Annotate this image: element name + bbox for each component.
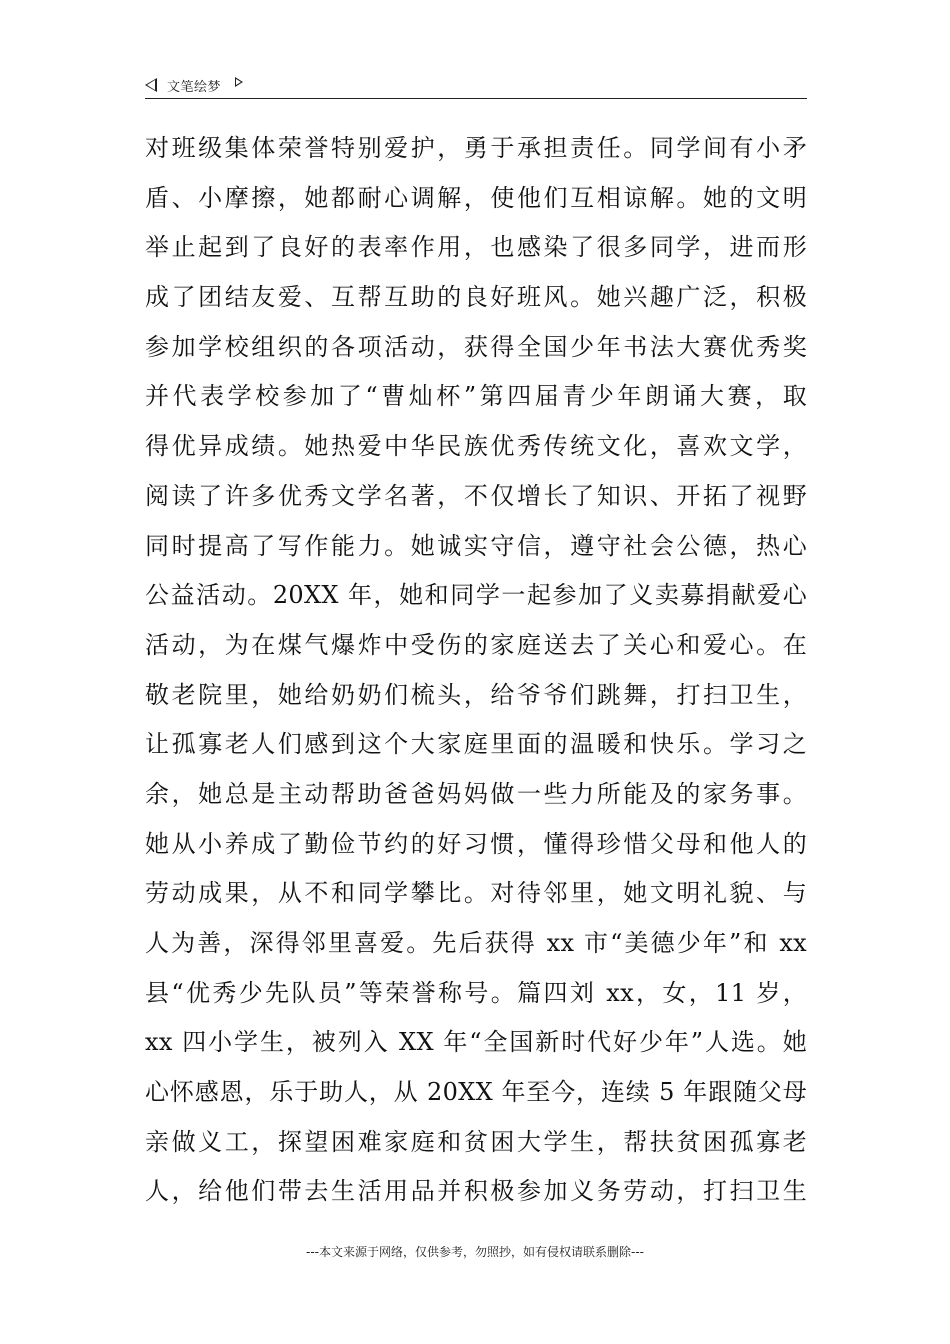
triangle-right-outline-icon <box>235 77 243 87</box>
body-line: 劳动成果，从不和同学攀比。对待邻里，她文明礼貌、与 <box>145 879 807 908</box>
body-line: 她从小养成了勤俭节约的好习惯，懂得珍惜父母和他人的 <box>145 829 807 858</box>
body-line: 阅读了许多优秀文学名著，不仅增长了知识、开拓了视野 <box>145 481 807 510</box>
header-title: 文笔绘梦 <box>167 80 222 95</box>
body-line: 成了团结友爱、互帮互助的良好班风。她兴趣广泛，积极 <box>145 283 807 312</box>
body-line: 举止起到了良好的表率作用，也感染了很多同学，进而形 <box>145 233 807 262</box>
body-line: 得优异成绩。她热爱中华民族优秀传统文化，喜欢文学， <box>145 432 807 461</box>
body-line: 并代表学校参加了“曹灿杯”第四届青少年朗诵大赛，取 <box>145 382 807 411</box>
body-line: 活动，为在煤气爆炸中受伤的家庭送去了关心和爱心。在 <box>145 630 807 659</box>
page-footer: ---本文来源于网络，仅供参考，勿照抄，如有侵权请联系删除--- <box>306 1245 644 1259</box>
body-line: 心怀感恩，乐于助人，从 20XX 年至今，连续 5 年跟随父母 <box>145 1078 807 1107</box>
body-line: 亲做义工，探望困难家庭和贫困大学生，帮扶贫困孤寡老 <box>145 1127 807 1156</box>
body-line: 公益活动。20XX 年，她和同学一起参加了义卖募捐献爱心 <box>145 581 807 610</box>
body-line: 人为善，深得邻里喜爱。先后获得 xx 市“美德少年”和 xx <box>145 929 807 957</box>
body-line: 同时提高了写作能力。她诚实守信，遵守社会公德，热心 <box>145 531 807 560</box>
body-line: 人，给他们带去生活用品并积极参加义务劳动，打扫卫生 <box>145 1177 807 1206</box>
page-header <box>145 74 807 99</box>
body-line: 敬老院里，她给奶奶们梳头，给爷爷们跳舞，打扫卫生， <box>145 680 807 709</box>
triangle-left-outline-icon <box>145 78 157 92</box>
body-line: 县“优秀少先队员”等荣誉称号。篇四刘 xx，女，11 岁， <box>145 978 807 1007</box>
body-line: 参加学校组织的各项活动，获得全国少年书法大赛优秀奖 <box>145 332 807 361</box>
body-line: xx 四小学生，被列入 XX 年“全国新时代好少年”人选。她 <box>145 1028 807 1057</box>
document-body <box>145 124 807 1217</box>
body-line: 对班级集体荣誉特别爱护，勇于承担责任。同学间有小矛 <box>145 134 807 162</box>
body-line: 余，她总是主动帮助爸爸妈妈做一些力所能及的家务事。 <box>145 779 807 808</box>
body-line: 让孤寡老人们感到这个大家庭里面的温暖和快乐。学习之 <box>145 730 807 759</box>
body-line: 盾、小摩擦，她都耐心调解，使他们互相谅解。她的文明 <box>145 183 807 212</box>
